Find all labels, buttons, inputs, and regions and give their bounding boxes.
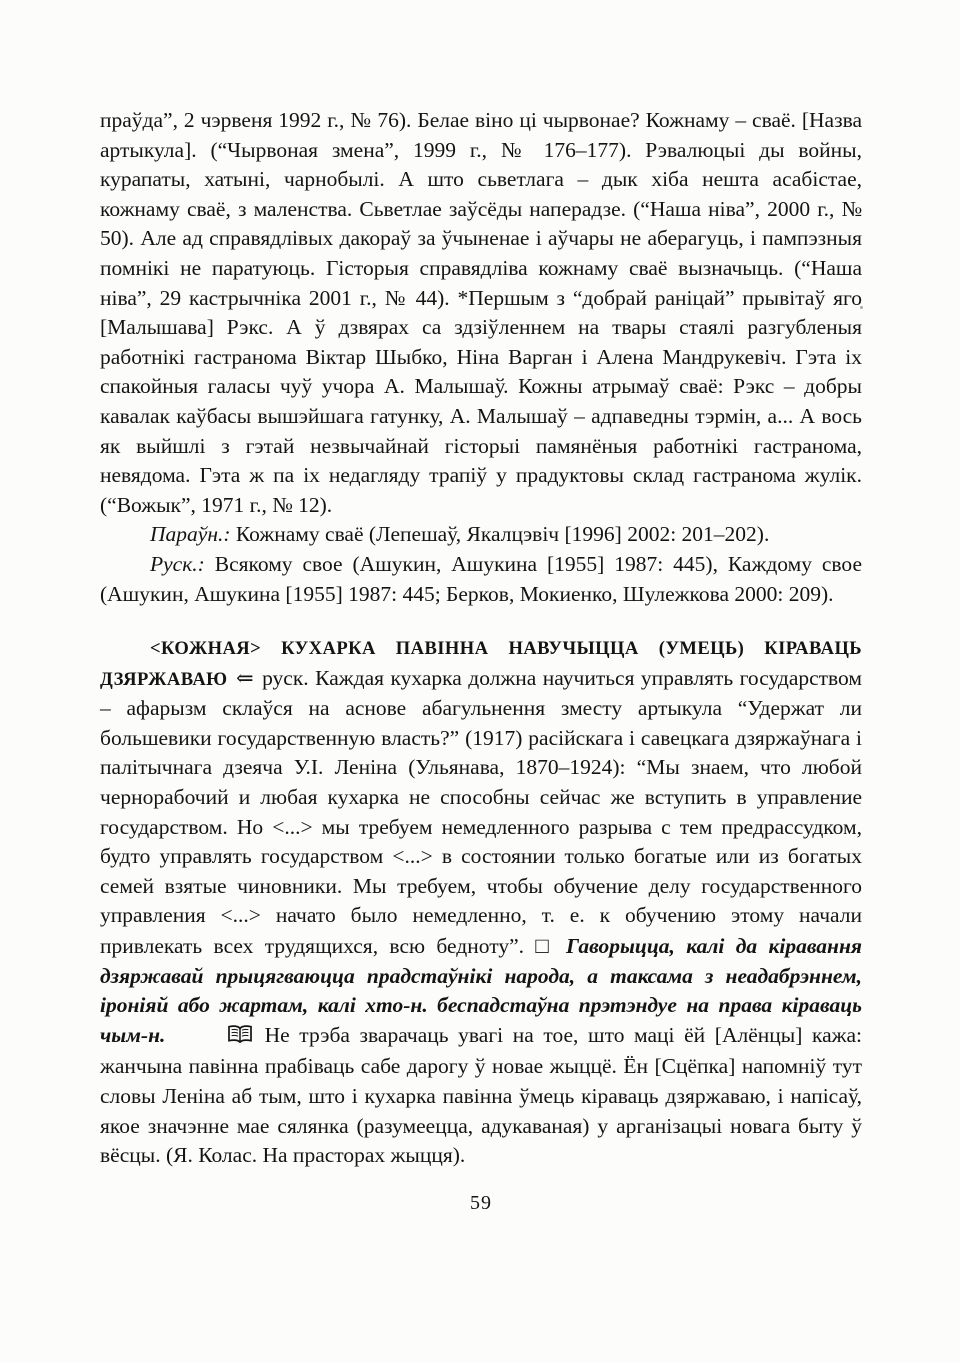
usage-note-text: Гаворыцца, калі да кіравання дзяржавай прыцягваюцца прадстаўнікі народа, а таксама з неадабрэннем, іроніяй або жартам, калі хто-н. беспадстаўна прэтэндуе на права кіраваць чым-н. bbox=[100, 934, 863, 1047]
compare-label: Параўн.: bbox=[150, 522, 231, 547]
source-phrase-text: Каждая кухарка должна научиться управлять государством bbox=[308, 665, 862, 690]
russian-equivalents-paragraph bbox=[100, 550, 862, 609]
page-number: 59 bbox=[470, 1191, 492, 1214]
etymology-text: – афарызм склаўся на аснове абагульнення зместу артыкула “Удержат ли большевики государственную власть?” (1917) расійскага і савецкага дзяржаўнага і палітычнага дзеяча У.І. Леніна (Ульянава, 1870–1924): “Мы знаем, что любой чернорабочий и любая кухарка не способны сейчас же вступить в управление государством. Но <...> мы требуем немедленного разрыва с тем предрассудком, будто управлять государством <...> в состоянии только богатые или из богатых семей взятые чиновники. Мы требуем, чтобы обучение делу государственного управления <...> начато было немедленно, т. е. к обучению этому начали привлекать всех трудящихся, всю бедноту”. bbox=[100, 696, 862, 959]
illustration-text: Не трэба зварачаць увагі на тое, што маці ёй [Алёнцы] кажа: жанчына павінна прабіваць сабе дарогу ў новае жыццё. Ён [Сцёпка] напомніў тут словы Леніна аб тым, што і кухарка павінна ўмець кіраваць дзяржаваю, і напісаў, якое значэнне мае сялянка (разумеецца, адукаваная) у арганізацыі новага быту ў вёсцы. (Я. Колас. На прасторах жыцця). bbox=[100, 1022, 863, 1168]
scan-speck bbox=[860, 306, 863, 309]
russian-equivalents-text: Всякому свое (Ашукин, Ашукина [1955] 1987: 445), Каждому свое (Ашукин, Ашукина [1955] 1987: 445; Берков, Мокиенко, Шулежкова 2000: 209). bbox=[100, 551, 862, 606]
entry-continuation-paragraph bbox=[100, 106, 862, 520]
entry-kukharka-paragraph bbox=[100, 633, 862, 1171]
entry-continuation-text: праўда”, 2 чэрвеня 1992 г., № 76). Белае віно ці чырвонае? Кожнаму – сваё. [Назва артыкула]. (“Чырвоная змена”, 1999 г., № 176–177). Рэвалюцыі ды войны, курапаты, хатыні, чарнобылі. А што сьветлага – дык хіба нешта асабістае, кожнаму сваё, з маленства. Сьветлае заўсёды наперадзе. (“Наша ніва”, 2000 г., № 50). Але ад справядлівых дакораў за ўчыненае і аўчары не аберагуць, і пампэзныя помнікі не паратуюць. Гісторыя справядліва кожнаму сваё вызначыць. (“Наша ніва”, 29 кастрычніка 2001 г., № 44). *Першым з “добрай раніцай” прывітаў яго [Малышава] Рэкс. А ў дзвярах са здзіўленнем на твары стаялі разгубленыя работнікі гастранома Віктар Шыбко, Ніна Варган і Алена Мандрукевіч. Гэта іх спакойныя галасы чуў учора А. Малышаў. Кожны атрымаў сваё: Рэкс – добры кавалак каўбасы вышэйшага гатунку, А. Малышаў – адпаведны тэрмін, а... А вось як выйшлі з гэтай незвычайнай гісторыі памянёныя работнікі гастранома, невядома. Гэта ж па іх недагляду трапіў у прадуктовы склад гастранома жулік. (“Вожык”, 1971 г., № 12). bbox=[100, 108, 862, 517]
source-language-label: руск. bbox=[262, 665, 309, 690]
white-square-icon: □ bbox=[535, 933, 555, 959]
open-book-icon bbox=[175, 1023, 255, 1053]
russian-label: Руск.: bbox=[150, 551, 205, 576]
compare-paragraph bbox=[100, 520, 862, 550]
leftward-double-arrow-icon: ⇐ bbox=[236, 665, 254, 690]
compare-text: Кожнаму сваё (Лепешаў, Якалцэвіч [1996] 2002: 201–202). bbox=[230, 522, 770, 547]
entry-headword: <КОЖНАЯ> КУХАРКА ПАВІННА НАВУЧЫЦЦА (УМЕЦЬ) КІРАВАЦЬ ДЗЯРЖАВАЮ bbox=[100, 638, 862, 690]
